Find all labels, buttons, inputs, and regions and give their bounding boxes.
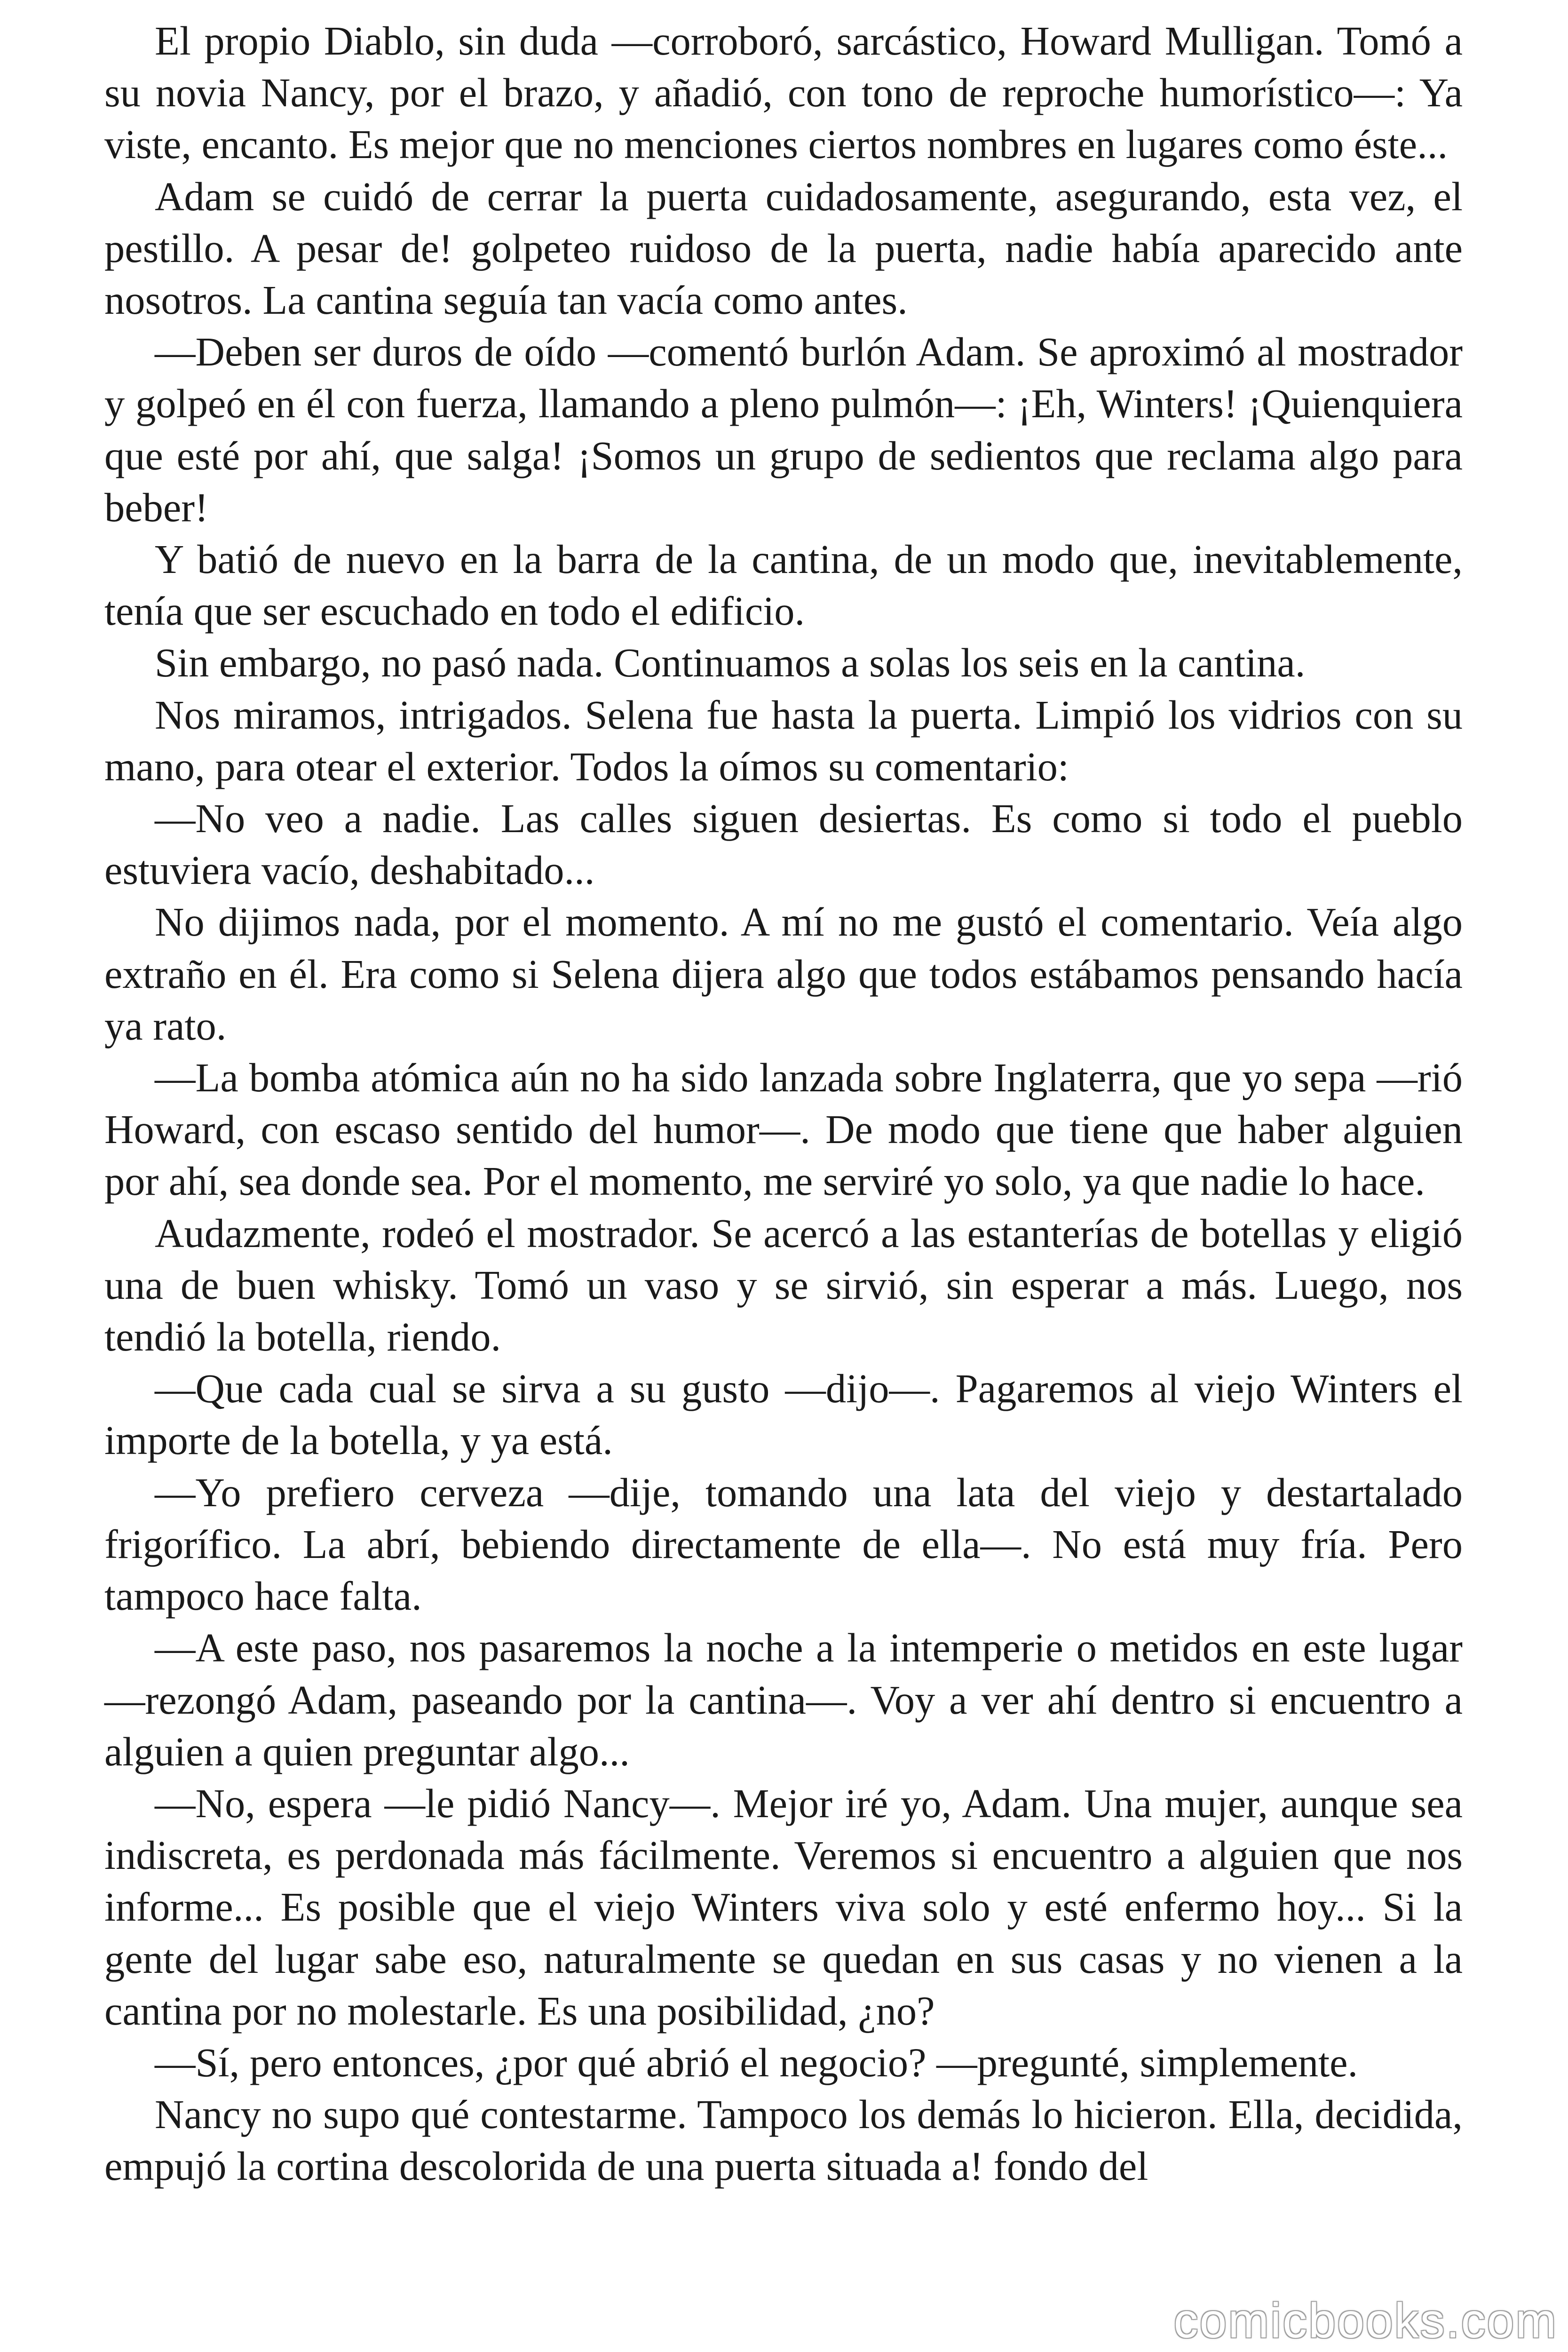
paragraph: —Sí, pero entonces, ¿por qué abrió el negocio? —pregunté, simplemente. [155, 2040, 1358, 2085]
paragraph: Nancy no supo qué contestarme. Tampoco los demás lo hicieron. Ella, decidida, empujó la cortina descolorida de una puerta situada a! fondo del [104, 2092, 1463, 2189]
paragraph: El propio Diablo, sin duda —corroboró, sarcástico, Howard Mulligan. Tomó a su novia Nancy, por el brazo, y añadió, con tono de reproche humorístico—: Ya viste, encanto. Es mejor que no menciones ciertos nombres en lugares como éste... [104, 18, 1463, 167]
paragraph: No dijimos nada, por el momento. A mí no me gustó el comentario. Veía algo extraño en él. Era como si Selena dijera algo que todos estábamos pensando hacía ya rato. [104, 899, 1463, 1049]
paragraph: Adam se cuidó de cerrar la puerta cuidadosamente, asegurando, esta vez, el pestillo. A pesar de! golpeteo ruidoso de la puerta, nadie había aparecido ante nosotros. La cantina seguía tan vacía como antes. [104, 174, 1463, 323]
paragraph: —Yo prefiero cerveza —dije, tomando una lata del viejo y destartalado frigorífico. La abrí, bebiendo directamente de ella—. No está muy fría. Pero tampoco hace falta. [104, 1470, 1463, 1619]
paragraph: —La bomba atómica aún no ha sido lanzada sobre Inglaterra, que yo sepa —rió Howard, con escaso sentido del humor—. De modo que tiene que haber alguien por ahí, sea donde sea. Por el momento, me serviré yo solo, ya que nadie lo hace. [104, 1055, 1463, 1204]
paragraph: Audazmente, rodeó el mostrador. Se acercó a las estanterías de botellas y eligió una de buen whisky. Tomó un vaso y se sirvió, sin esperar a más. Luego, nos tendió la botella, riendo. [104, 1210, 1463, 1360]
paragraph: Sin embargo, no pasó nada. Continuamos a solas los seis en la cantina. [155, 640, 1306, 686]
paragraph: —Deben ser duros de oído —comentó burlón Adam. Se aproximó al mostrador y golpeó en él con fuerza, llamando a pleno pulmón—: ¡Eh, Winters! ¡Quienquiera que esté por ahí, que salga! ¡Somos un grupo de sedientos que reclama algo para beber! [104, 329, 1463, 530]
watermark: comicbooks.com [1173, 2294, 1558, 2348]
book-page-text [104, 15, 1463, 2193]
paragraph: Y batió de nuevo en la barra de la cantina, de un modo que, inevitablemente, tenía que ser escuchado en todo el edificio. [104, 537, 1463, 634]
paragraph: —No, espera —le pidió Nancy—. Mejor iré yo, Adam. Una mujer, aunque sea indiscreta, es perdonada más fácilmente. Veremos si encuentro a alguien que nos informe... Es posible que el viejo Winters viva solo y esté enfermo hoy... Si la gente del lugar sabe eso, naturalmente se quedan en sus casas y no vienen a la cantina por no molestarle. Es una posibilidad, ¿no? [104, 1780, 1463, 2034]
paragraph: —Que cada cual se sirva a su gusto —dijo—. Pagaremos al viejo Winters el importe de la botella, y ya está. [104, 1366, 1463, 1463]
paragraph: Nos miramos, intrigados. Selena fue hasta la puerta. Limpió los vidrios con su mano, para otear el exterior. Todos la oímos su comentario: [104, 692, 1463, 789]
paragraph: —A este paso, nos pasaremos la noche a la intemperie o metidos en este lugar —rezongó Adam, paseando por la cantina—. Voy a ver ahí dentro si encuentro a alguien a quien preguntar algo... [104, 1625, 1463, 1774]
paragraph: —No veo a nadie. Las calles siguen desiertas. Es como si todo el pueblo estuviera vacío, deshabitado... [104, 796, 1463, 893]
